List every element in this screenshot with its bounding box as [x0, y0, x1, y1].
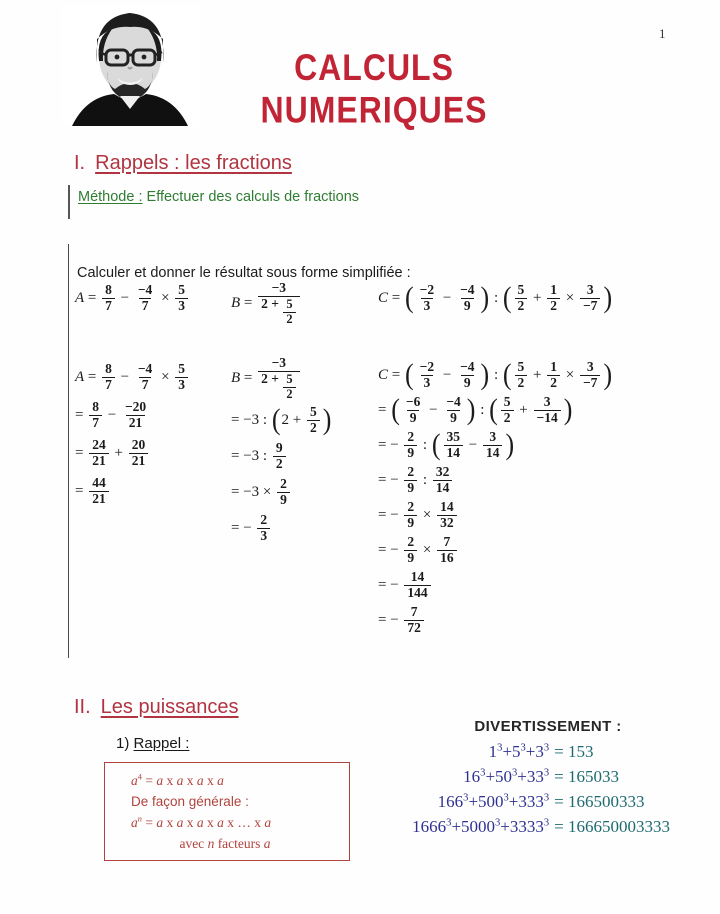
divertissement-result: = 153	[554, 742, 594, 761]
fraction: $\frac{5}{2}$	[307, 405, 320, 436]
fraction: $\frac{7}{16}$	[437, 535, 457, 566]
fraction: −3 2 + $\frac{5}{2}$	[258, 281, 299, 326]
fraction: $\frac{24}{21}$	[89, 438, 109, 469]
big-paren: )	[322, 403, 332, 436]
section-1-heading	[74, 152, 292, 175]
fraction: $\frac{14}{32}$	[437, 500, 457, 531]
math-line: = ( $\frac{-6}{9}$ − $\frac{-4}{9}$ ) : ( $\frac{5}{2}$ + $\frac{3}{-14}$ )	[378, 393, 573, 426]
math-line: C = ( $\frac{-2}{3}$ − $\frac{-4}{9}$ ) : ( $\frac{5}{2}$ + $\frac{1}{2}$ × $\frac{3}{-7}$ )	[378, 358, 613, 391]
fraction: $\frac{-4}{7}$	[137, 361, 153, 392]
big-paren: )	[505, 428, 515, 461]
solution-column-A	[75, 360, 190, 512]
big-paren: )	[466, 393, 476, 426]
math-line: = −3 : ( 2 + $\frac{5}{2}$ )	[231, 403, 332, 436]
math-line: = − $\frac{14}{144}$	[378, 568, 613, 602]
rappel-formula-box	[104, 762, 350, 861]
math-line: = $\frac{8}{7}$ − $\frac{-20}{21}$	[75, 398, 190, 433]
section-2-numeral: II.	[74, 696, 91, 718]
divertissement-result: = 166650003333	[554, 817, 670, 836]
big-paren: (	[489, 393, 498, 426]
rappel-label-text: Rappel :	[133, 735, 190, 752]
rappel-number: 1)	[116, 735, 134, 752]
fraction: $\frac{-4}{9}$	[446, 393, 461, 425]
fraction: $\frac{5}{2}$	[283, 298, 295, 326]
big-paren: )	[480, 358, 490, 391]
divertissement-expression: $166^3+500^3+333^3$	[437, 792, 550, 811]
fraction: $\frac{2}{9}$	[404, 430, 417, 461]
big-paren: (	[502, 281, 512, 314]
expr-C: C = ( $\frac{-2}{3}$ − $\frac{-4}{9}$ ) : ( $\frac{5}{2}$ + $\frac{1}{2}$ × $\frac{3}{-7}$ )	[378, 281, 613, 314]
fraction: $\frac{44}{21}$	[89, 476, 109, 507]
big-paren: )	[603, 281, 613, 314]
fraction: $\frac{9}{2}$	[273, 441, 286, 472]
methode-left-rule	[68, 185, 70, 219]
section-2-heading	[74, 696, 239, 719]
page-title: CALCULS NUMERIQUES	[260, 46, 488, 131]
fraction: $\frac{-4}{9}$	[460, 282, 475, 313]
calc-left-rule	[68, 244, 69, 658]
exercise-instruction: Calculer et donner le résultat sous forme simplifiée :	[77, 265, 411, 281]
fraction: $\frac{5}{2}$	[501, 395, 514, 426]
math-line: = − $\frac{2}{9}$ : $\frac{32}{14}$	[378, 463, 613, 497]
big-paren: (	[502, 358, 512, 391]
fraction: $\frac{5}{3}$	[175, 362, 188, 393]
math-line: De façon générale :	[131, 794, 249, 809]
methode-line	[78, 189, 359, 205]
divertissement-section	[368, 718, 670, 837]
big-paren: )	[603, 358, 613, 391]
solution-column-C	[378, 358, 613, 638]
math-line: = − $\frac{2}{9}$ : ( $\frac{35}{14}$ − $\frac{3}{14}$ )	[378, 428, 515, 461]
math-line: = $\frac{24}{21}$ + $\frac{20}{21}$	[75, 436, 190, 471]
divertissement-expression: $1^3+5^3+3^3$	[488, 742, 550, 761]
big-paren: (	[404, 358, 414, 391]
math-line: = − $\frac{7}{72}$	[378, 603, 613, 637]
divertissement-result: = 165033	[554, 767, 619, 786]
math-line: avec n facteurs a	[179, 835, 271, 851]
section-1-title: Rappels : les fractions	[95, 152, 292, 174]
divertissement-title: DIVERTISSEMENT :	[474, 718, 622, 735]
fraction: $\frac{32}{14}$	[433, 465, 453, 496]
fraction: $\frac{5}{2}$	[515, 283, 528, 314]
expr-A: A = $\frac{8}{7}$ − $\frac{-4}{7}$ × $\frac{5}{3}$	[75, 283, 190, 314]
fraction: $\frac{-4}{7}$	[137, 282, 153, 313]
fraction: $\frac{-4}{9}$	[460, 358, 475, 390]
big-paren: (	[391, 393, 400, 426]
fraction: −3 2 + $\frac{5}{2}$	[258, 356, 299, 401]
fraction: $\frac{5}{3}$	[175, 283, 188, 314]
math-line: = −3 × $\frac{2}{9}$	[231, 475, 332, 509]
fraction: $\frac{3}{14}$	[483, 430, 503, 461]
big-paren: (	[271, 403, 281, 436]
math-line: = $\frac{44}{21}$	[75, 474, 190, 509]
divertissement-expression: $1666^3+5000^3+3333^3$	[412, 817, 550, 836]
fraction: $\frac{2}{9}$	[277, 477, 290, 508]
fraction: $\frac{7}{72}$	[404, 605, 424, 636]
methode-label: Méthode :	[78, 189, 143, 205]
fraction: $\frac{5}{2}$	[515, 360, 528, 391]
fraction: $\frac{14}{144}$	[404, 570, 430, 601]
fraction: $\frac{2}{9}$	[404, 500, 417, 531]
fraction: $\frac{-2}{3}$	[419, 282, 435, 313]
fraction: $\frac{8}{7}$	[102, 283, 115, 314]
section-1-numeral: I.	[74, 152, 86, 174]
fraction: $\frac{1}{2}$	[547, 360, 560, 391]
fraction: $\frac{-20}{21}$	[124, 399, 147, 430]
fraction: $\frac{3}{-7}$	[580, 360, 600, 391]
math-line: = − $\frac{2}{3}$	[231, 511, 332, 545]
fraction: $\frac{2}{9}$	[404, 465, 417, 496]
big-paren: (	[404, 281, 414, 314]
math-line: $a^4$ = a x a x a x a	[131, 772, 224, 788]
math-line: = − $\frac{2}{9}$ × $\frac{14}{32}$	[378, 498, 613, 532]
fraction: $\frac{8}{7}$	[89, 400, 102, 431]
fraction: $\frac{3}{-14}$	[534, 395, 561, 426]
fraction: $\frac{5}{2}$	[283, 373, 295, 401]
math-line: B = −3 2 + $\frac{5}{2}$	[231, 356, 332, 401]
fraction: $\frac{35}{14}$	[444, 430, 464, 461]
expr-B: B = −3 2 + $\frac{5}{2}$	[231, 281, 302, 326]
fraction: $\frac{1}{2}$	[547, 283, 560, 314]
author-photo	[62, 5, 199, 126]
big-paren: )	[563, 393, 573, 426]
divertissement-result: = 166500333	[554, 792, 645, 811]
solution-column-B	[231, 356, 332, 547]
rappel-subheading	[116, 735, 189, 752]
fraction: $\frac{20}{21}$	[129, 438, 149, 469]
math-line: = −3 : $\frac{9}{2}$	[231, 439, 332, 473]
fraction: $\frac{2}{9}$	[404, 535, 417, 566]
fraction: $\frac{-2}{3}$	[419, 358, 435, 390]
section-2-title: Les puissances	[100, 696, 239, 718]
fraction: $\frac{8}{7}$	[102, 362, 115, 393]
fraction: $\frac{2}{3}$	[257, 513, 270, 544]
methode-text: Effectuer des calculs de fractions	[142, 189, 360, 205]
divertissement-expression: $16^3+50^3+33^3$	[463, 767, 550, 786]
page-number: 1	[659, 26, 666, 41]
big-paren: )	[480, 281, 490, 314]
math-line: A = $\frac{8}{7}$ − $\frac{-4}{7}$ × $\frac{5}{3}$	[75, 360, 190, 395]
math-line: $a^n$ = a x a x a x a x … x a	[131, 814, 272, 830]
fraction: $\frac{-6}{9}$	[405, 393, 421, 425]
math-line: = − $\frac{2}{9}$ × $\frac{7}{16}$	[378, 533, 613, 567]
fraction: $\frac{3}{-7}$	[580, 283, 600, 314]
big-paren: (	[431, 428, 441, 461]
divertissement-rows	[368, 742, 670, 837]
